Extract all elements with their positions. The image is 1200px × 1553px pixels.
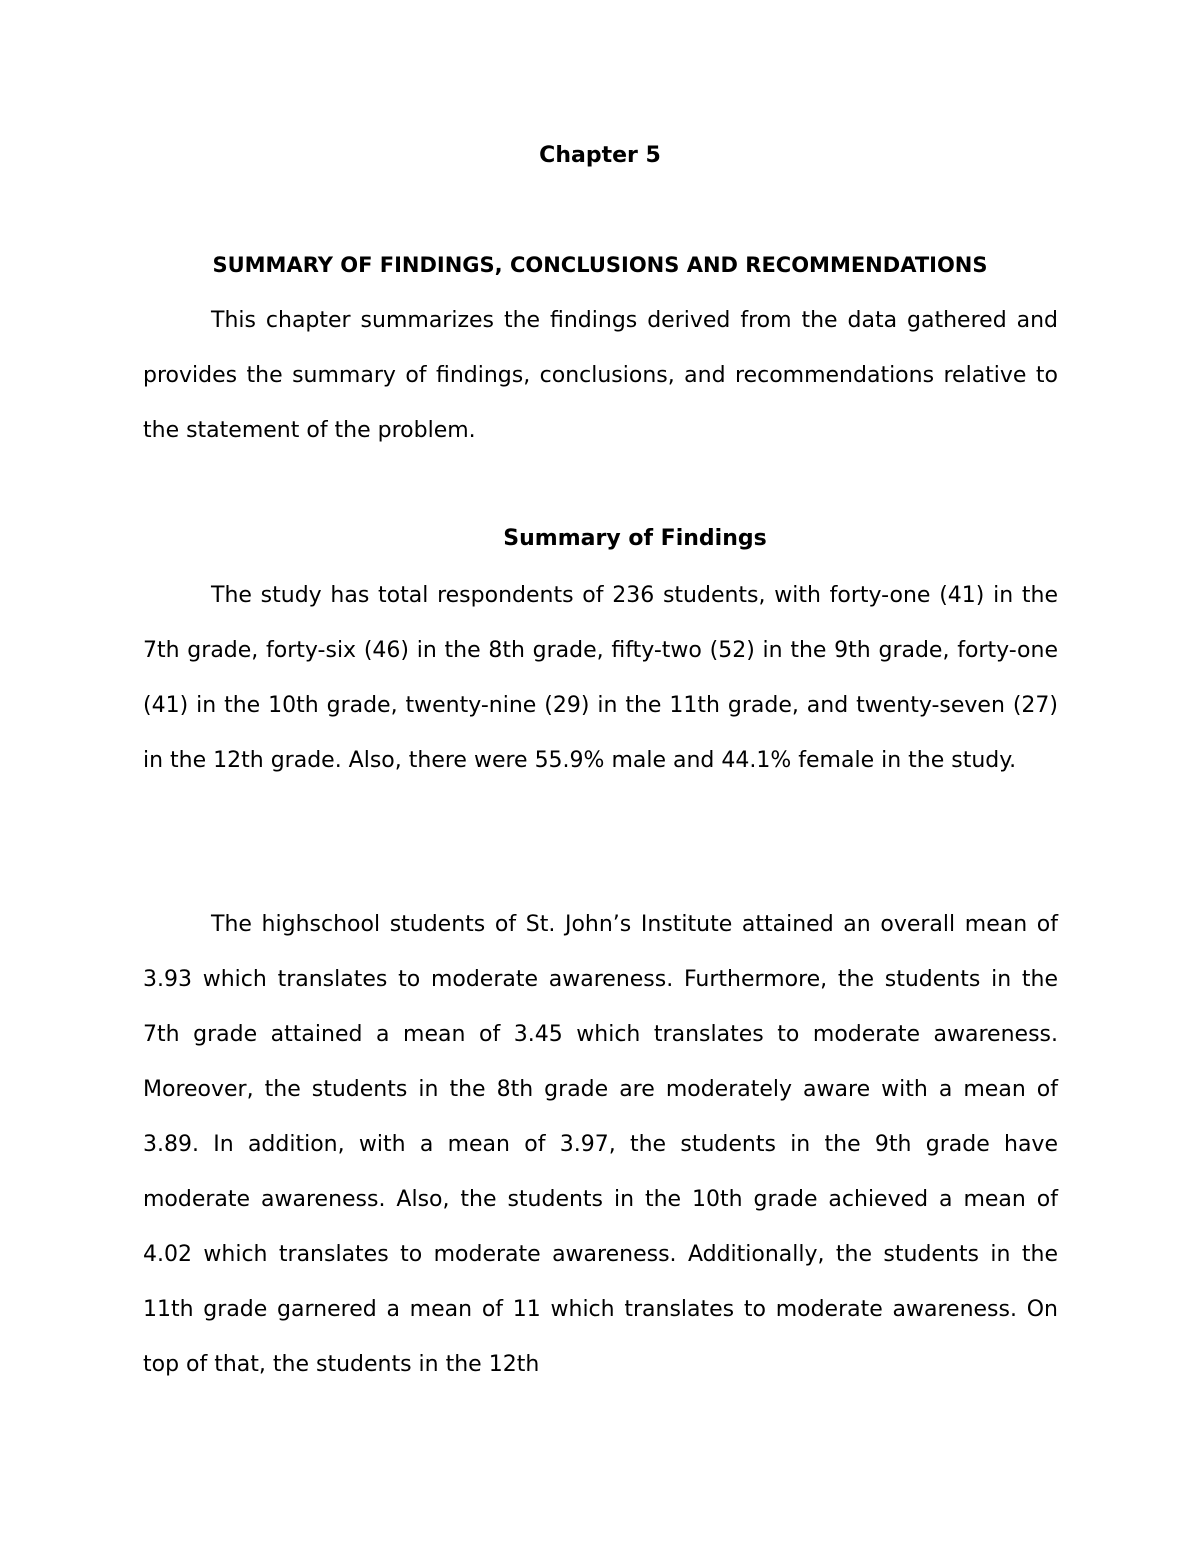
chapter-label: Chapter 5: [539, 143, 661, 168]
intro-paragraph: This chapter summarizes the findings derived from the data gathered and provides the summary of findings, conclusions, and recommendations relative to the statement of the problem.: [143, 308, 1058, 443]
chapter-title: SUMMARY OF FINDINGS, CONCLUSIONS AND RECOMMENDATIONS: [212, 253, 988, 277]
findings-paragraph-awareness: The highschool students of St. John’s Institute attained an overall mean of 3.93 which translates to moderate awareness. Furthermore, the students in the 7th grade attained a mean of 3.45 which translates to moderate awareness. Moreover, the students in the 8th grade are moderately aware with a mean of 3.89. In addition, with a mean of 3.97, the students in the 9th grade have moderate awareness. Also, the students in the 10th grade achieved a mean of 4.02 which translates to moderate awareness. Additionally, the students in the 11th grade garnered a mean of 11 which translates to moderate awareness. On top of that, the students in the 12th: [143, 912, 1058, 1377]
findings-paragraph-respondents: The study has total respondents of 236 students, with forty-one (41) in the 7th grade, forty-six (46) in the 8th grade, fifty-two (52) in the 9th grade, forty-one (41) in the 10th grade, twenty-nine (29) in the 11th grade, and twenty-seven (27) in the 12th grade. Also, there were 55.9% male and 44.1% female in the study.: [143, 583, 1058, 773]
section-heading: Summary of Findings: [503, 526, 767, 551]
